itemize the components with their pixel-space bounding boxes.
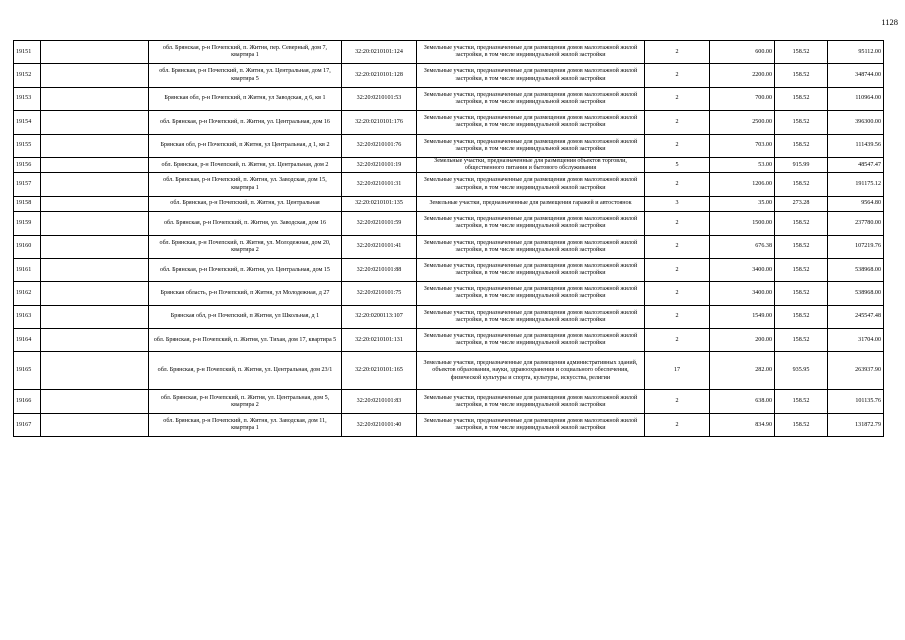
row-number: 19157 [14,173,41,196]
address-cell: обл. Брянская, р-н Почепский, п. Житня, ул. Центральная, дом 5, квартира 2 [149,390,342,413]
cadastral-number-cell: 32:20:0210101:165 [342,352,417,390]
land-use-cell: Земельные участки, предназначенные для размещения домов малоэтажной жилой застройки, в том числе индивидуальной жилой застройки [417,390,645,413]
empty-cell [41,352,149,390]
land-use-cell: Земельные участки, предназначенные для размещения домов малоэтажной жилой застройки, в том числе индивидуальной жилой застройки [417,134,645,157]
area-cell: 35.00 [710,196,775,211]
empty-cell [41,235,149,258]
category-cell: 2 [645,305,710,328]
cadastral-cost-cell: 48547.47 [828,157,884,172]
empty-cell [41,258,149,281]
category-cell: 2 [645,390,710,413]
address-cell: Брянская обл, р-н Почепский, п Житня, ул Школьная, д 1 [149,305,342,328]
cadastral-number-cell: 32:20:0200113:107 [342,305,417,328]
address-cell: обл. Брянская, р-н Почепский, п. Житня, ул. Молодежная, дом 20, квартира 2 [149,235,342,258]
area-cell: 1206.00 [710,173,775,196]
cadastral-cost-cell: 107219.76 [828,235,884,258]
row-number: 19164 [14,329,41,352]
land-use-cell: Земельные участки, предназначенные для размещения домов малоэтажной жилой застройки, в том числе индивидуальной жилой застройки [417,173,645,196]
cadastral-number-cell: 32:20:0210101:88 [342,258,417,281]
table-row [14,134,884,157]
specific-value-cell: 158.52 [775,173,828,196]
row-number: 19167 [14,413,41,436]
cadastral-cost-cell: 245547.48 [828,305,884,328]
area-cell: 703.00 [710,134,775,157]
empty-cell [41,157,149,172]
area-cell: 1549.00 [710,305,775,328]
empty-cell [41,305,149,328]
row-number: 19163 [14,305,41,328]
specific-value-cell: 158.52 [775,413,828,436]
cadastral-cost-cell: 538968.00 [828,258,884,281]
land-use-cell: Земельные участки, предназначенные для размещения домов малоэтажной жилой застройки, в том числе индивидуальной жилой застройки [417,64,645,87]
row-number: 19153 [14,87,41,110]
address-cell: Брянская обл, р-н Почепский, п Житня, ул Центральная, д 1, кв 2 [149,134,342,157]
address-cell: обл. Брянская, р-н Почепский, п. Житня, ул. Заводская, дом 11, квартира 1 [149,413,342,436]
cadastral-cost-cell: 237780.00 [828,212,884,235]
row-number: 19159 [14,212,41,235]
specific-value-cell: 158.52 [775,258,828,281]
cadastral-cost-cell: 111439.56 [828,134,884,157]
page-number: 1128 [881,17,898,27]
table-row [14,87,884,110]
cadastral-number-cell: 32:20:0210101:76 [342,134,417,157]
address-cell: обл. Брянская, р-н Почепский, п. Житня, ул. Тихая, дом 17, квартира 5 [149,329,342,352]
row-number: 19161 [14,258,41,281]
row-number: 19156 [14,157,41,172]
area-cell: 2500.00 [710,111,775,134]
cadastral-cost-cell: 131872.79 [828,413,884,436]
specific-value-cell: 158.52 [775,235,828,258]
area-cell: 638.00 [710,390,775,413]
address-cell: Брянская область, р-н Почепский, п Житня, ул Молодежная, д 27 [149,282,342,305]
category-cell: 2 [645,329,710,352]
land-use-cell: Земельные участки, предназначенные для размещения домов малоэтажной жилой застройки, в том числе индивидуальной жилой застройки [417,329,645,352]
category-cell: 5 [645,157,710,172]
row-number: 19152 [14,64,41,87]
land-use-cell: Земельные участки, предназначенные для размещения домов малоэтажной жилой застройки, в том числе индивидуальной жилой застройки [417,212,645,235]
cadastral-cost-cell: 31704.00 [828,329,884,352]
cadastral-cost-cell: 101135.76 [828,390,884,413]
category-cell: 2 [645,41,710,64]
area-cell: 3400.00 [710,282,775,305]
land-use-cell: Земельные участки, предназначенные для размещения домов малоэтажной жилой застройки, в том числе индивидуальной жилой застройки [417,258,645,281]
address-cell: обл. Брянская, р-н Почепский, п. Житня, ул. Центральная, дом 2 [149,157,342,172]
empty-cell [41,282,149,305]
table-row [14,390,884,413]
area-cell: 2200.00 [710,64,775,87]
cadastral-number-cell: 32:20:0210101:83 [342,390,417,413]
empty-cell [41,41,149,64]
specific-value-cell: 158.52 [775,282,828,305]
specific-value-cell: 158.52 [775,212,828,235]
table-row [14,305,884,328]
cadastral-number-cell: 32:20:0210101:128 [342,64,417,87]
cadastral-cost-cell: 396300.00 [828,111,884,134]
table-row [14,212,884,235]
area-cell: 676.38 [710,235,775,258]
land-use-cell: Земельные участки, предназначенные для размещения административных зданий, объектов образования, науки, здравоохранения и социального обеспечения, физической культуры и спорта, культуры, искусства, религии [417,352,645,390]
empty-cell [41,390,149,413]
cadastral-number-cell: 32:20:0210101:41 [342,235,417,258]
empty-cell [41,413,149,436]
cadastral-cost-cell: 348744.00 [828,64,884,87]
address-cell: обл. Брянская, р-н Почепский, п. Житня, пер. Северный, дом 7, квартира 1 [149,41,342,64]
table-row [14,282,884,305]
address-cell: обл. Брянская, р-н Почепский, п. Житня, ул. Центральная, дом 17, квартира 5 [149,64,342,87]
cadastral-number-cell: 32:20:0210101:75 [342,282,417,305]
area-cell: 200.00 [710,329,775,352]
category-cell: 2 [645,87,710,110]
category-cell: 2 [645,134,710,157]
cadastral-number-cell: 32:20:0210101:19 [342,157,417,172]
land-use-cell: Земельные участки, предназначенные для размещения домов малоэтажной жилой застройки, в том числе индивидуальной жилой застройки [417,235,645,258]
area-cell: 3400.00 [710,258,775,281]
empty-cell [41,173,149,196]
row-number: 19166 [14,390,41,413]
specific-value-cell: 158.52 [775,111,828,134]
land-use-cell: Земельные участки, предназначенные для размещения домов малоэтажной жилой застройки, в том числе индивидуальной жилой застройки [417,305,645,328]
address-cell: обл. Брянская, р-н Почепский, п. Житня, ул. Заводская, дом 15, квартира 1 [149,173,342,196]
specific-value-cell: 158.52 [775,329,828,352]
category-cell: 2 [645,282,710,305]
land-use-cell: Земельные участки, предназначенные для размещения домов малоэтажной жилой застройки, в том числе индивидуальной жилой застройки [417,111,645,134]
area-cell: 600.00 [710,41,775,64]
land-use-cell: Земельные участки, предназначенные для размещения объектов торговли, общественного питания и бытового обслуживания [417,157,645,172]
category-cell: 2 [645,258,710,281]
cadastral-cost-cell: 191175.12 [828,173,884,196]
category-cell: 3 [645,196,710,211]
cadastral-cost-cell: 110964.00 [828,87,884,110]
row-number: 19155 [14,134,41,157]
land-use-cell: Земельные участки, предназначенные для размещения гаражей и автостоянок [417,196,645,211]
cadastral-number-cell: 32:20:0210101:53 [342,87,417,110]
area-cell: 282.00 [710,352,775,390]
specific-value-cell: 935.95 [775,352,828,390]
table-row [14,173,884,196]
cadastral-cost-cell: 538968.00 [828,282,884,305]
land-use-cell: Земельные участки, предназначенные для размещения домов малоэтажной жилой застройки, в том числе индивидуальной жилой застройки [417,41,645,64]
specific-value-cell: 158.52 [775,305,828,328]
table-row [14,41,884,64]
category-cell: 2 [645,173,710,196]
table-row [14,329,884,352]
area-cell: 1500.00 [710,212,775,235]
specific-value-cell: 158.52 [775,87,828,110]
address-cell: Брянская обл, р-н Почепский, п Житня, ул Заводская, д 6, кв 1 [149,87,342,110]
cadastral-number-cell: 32:20:0210101:176 [342,111,417,134]
address-cell: обл. Брянская, р-н Почепский, п. Житня, ул. Центральная, дом 23/1 [149,352,342,390]
area-cell: 834.90 [710,413,775,436]
table-row [14,413,884,436]
table-row [14,157,884,172]
cadastral-number-cell: 32:20:0210101:59 [342,212,417,235]
cadastral-number-cell: 32:20:0210101:124 [342,41,417,64]
row-number: 19165 [14,352,41,390]
land-use-cell: Земельные участки, предназначенные для размещения домов малоэтажной жилой застройки, в том числе индивидуальной жилой застройки [417,87,645,110]
row-number: 19154 [14,111,41,134]
address-cell: обл. Брянская, р-н Почепский, п. Житня, ул. Центральная [149,196,342,211]
table-row [14,258,884,281]
cadastral-number-cell: 32:20:0210101:31 [342,173,417,196]
specific-value-cell: 158.52 [775,41,828,64]
cadastral-cost-cell: 9564.80 [828,196,884,211]
empty-cell [41,111,149,134]
specific-value-cell: 158.52 [775,134,828,157]
empty-cell [41,64,149,87]
table-row [14,111,884,134]
category-cell: 2 [645,212,710,235]
area-cell: 700.00 [710,87,775,110]
address-cell: обл. Брянская, р-н Почепский, п. Житня, ул. Центральная, дом 15 [149,258,342,281]
category-cell: 2 [645,413,710,436]
table-row [14,64,884,87]
category-cell: 2 [645,111,710,134]
row-number: 19162 [14,282,41,305]
category-cell: 2 [645,235,710,258]
category-cell: 17 [645,352,710,390]
empty-cell [41,87,149,110]
cadastral-value-table [13,40,884,437]
land-use-cell: Земельные участки, предназначенные для размещения домов малоэтажной жилой застройки, в том числе индивидуальной жилой застройки [417,413,645,436]
empty-cell [41,329,149,352]
area-cell: 53.00 [710,157,775,172]
address-cell: обл. Брянская, р-н Почепский, п. Житня, ул. Центральная, дом 16 [149,111,342,134]
cadastral-number-cell: 32:20:0210101:135 [342,196,417,211]
category-cell: 2 [645,64,710,87]
cadastral-cost-cell: 263937.90 [828,352,884,390]
row-number: 19158 [14,196,41,211]
specific-value-cell: 273.28 [775,196,828,211]
empty-cell [41,196,149,211]
table-row [14,235,884,258]
cadastral-number-cell: 32:20:0210101:131 [342,329,417,352]
empty-cell [41,212,149,235]
specific-value-cell: 158.52 [775,64,828,87]
address-cell: обл. Брянская, р-н Почепский, п. Житня, ул. Заводская, дом 16 [149,212,342,235]
table-body [14,41,884,437]
specific-value-cell: 158.52 [775,390,828,413]
specific-value-cell: 915.99 [775,157,828,172]
table-row [14,196,884,211]
row-number: 19151 [14,41,41,64]
row-number: 19160 [14,235,41,258]
table-row [14,352,884,390]
empty-cell [41,134,149,157]
cadastral-number-cell: 32:20:0210101:40 [342,413,417,436]
land-use-cell: Земельные участки, предназначенные для размещения домов малоэтажной жилой застройки, в том числе индивидуальной жилой застройки [417,282,645,305]
cadastral-cost-cell: 95112.00 [828,41,884,64]
